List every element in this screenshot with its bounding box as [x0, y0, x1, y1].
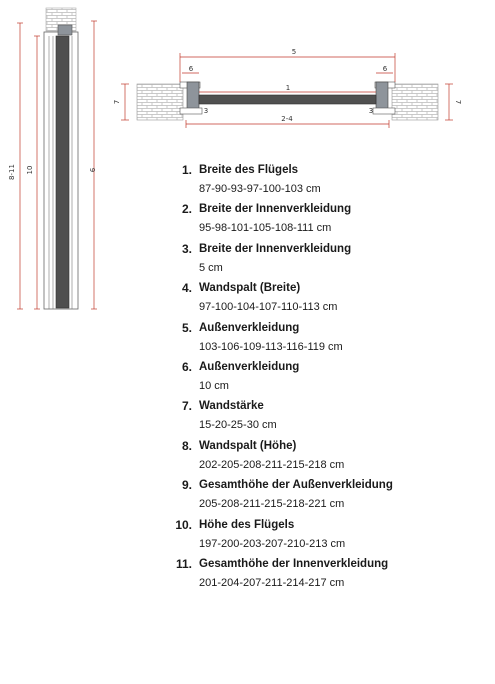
legend-title: Wandstärke: [199, 400, 264, 413]
legend-number: 6.: [181, 359, 192, 374]
frame-left-inner: [180, 108, 202, 114]
legend-item: [170, 321, 480, 360]
legend-value: 103-106-109-113-116-119 cm: [199, 340, 343, 353]
legend-number: 11.: [175, 556, 192, 571]
legend-value: 205-208-211-215-218-221 cm: [199, 498, 345, 511]
legend-number: 10.: [175, 517, 192, 532]
legend-item: [170, 478, 480, 517]
plan-label-opening: 2-4: [281, 115, 293, 123]
frame-right-jamb: [376, 82, 388, 109]
frame-left-jamb: [187, 82, 199, 109]
legend-title: Wandspalt (Höhe): [199, 439, 297, 452]
side-label-leaf-height: 10: [26, 165, 34, 175]
legend-title: Höhe des Flügels: [199, 518, 295, 531]
legend-title: Gesamthöhe der Innenverkleidung: [199, 557, 389, 570]
plan-label-gap-right: 3: [368, 107, 374, 115]
legend-number: 1.: [181, 163, 192, 177]
side-lintel: [58, 25, 72, 35]
plan-label-wall-left: 7: [113, 99, 121, 105]
legend-title: Außenverkleidung: [199, 321, 300, 334]
frame-right-inner: [373, 108, 395, 114]
legend-item: [170, 518, 480, 557]
legend-title: Wandspalt (Breite): [199, 282, 301, 295]
legend-number: 5.: [181, 320, 192, 335]
side-leaf: [56, 36, 69, 308]
legend-title: Gesamthöhe der Außenverkleidung: [199, 479, 393, 492]
plan-view: [113, 48, 462, 128]
legend-value: 95-98-101-105-108-111 cm: [199, 222, 332, 235]
legend-item: [170, 242, 480, 281]
legend-item: [170, 202, 480, 241]
legend-item: [170, 163, 480, 202]
legend-value: 97-100-104-107-110-113 cm: [199, 301, 338, 314]
plan-label-trim-right: 6: [382, 65, 388, 73]
legend-value: 202-205-208-211-215-218 cm: [199, 458, 345, 471]
legend-value: 5 cm: [199, 261, 223, 274]
legend-title: Außenverkleidung: [199, 360, 300, 373]
legend-number: 4.: [181, 281, 192, 296]
plan-label-trim-left: 6: [188, 65, 194, 73]
legend-value: 10 cm: [199, 379, 229, 392]
legend-title: Breite der Innenverkleidung: [199, 242, 352, 255]
legend-number: 2.: [181, 202, 192, 217]
wall-right: [392, 84, 438, 120]
legend-item: [170, 281, 480, 320]
side-label-height-total: 8-11: [8, 164, 16, 180]
legend-number: 8.: [181, 438, 192, 453]
legend-list: [170, 163, 480, 596]
side-label-outer-height: 9: [88, 167, 96, 173]
legend-number: 7.: [181, 399, 192, 414]
door-leaf-plan: [199, 95, 376, 104]
legend-item: [170, 360, 480, 399]
legend-number: 3.: [181, 241, 192, 256]
wall-left: [137, 84, 183, 120]
plan-label-gap-left: 3: [203, 107, 209, 115]
legend-item: [170, 439, 480, 478]
legend-item: [170, 399, 480, 438]
legend-title: Breite des Flügels: [199, 164, 299, 176]
plan-label-leaf: 1: [285, 84, 291, 92]
legend-title: Breite der Innenverkleidung: [199, 203, 352, 216]
plan-label-outer-width: 5: [291, 48, 297, 56]
plan-label-wall-right: 7: [454, 99, 462, 105]
legend-value: 15-20-25-30 cm: [199, 419, 277, 432]
legend-number: 9.: [181, 478, 192, 493]
legend-value: 201-204-207-211-214-217 cm: [199, 576, 345, 589]
legend-value: 197-200-203-207-210-213 cm: [199, 537, 346, 550]
legend-item: [170, 557, 480, 596]
legend-value: 87-90-93-97-100-103 cm: [199, 183, 321, 195]
side-view: [8, 8, 97, 309]
